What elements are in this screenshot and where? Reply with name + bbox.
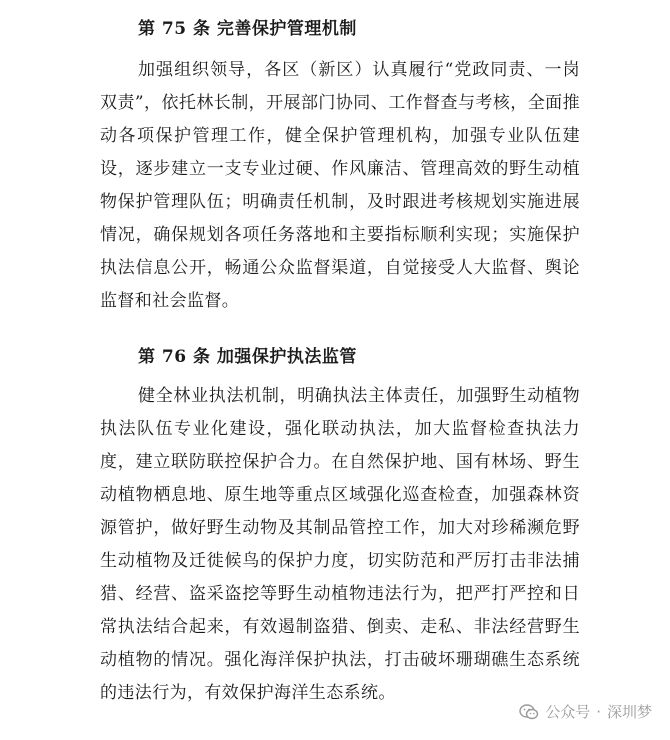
article-75-body: 加强组织领导，各区（新区）认真履行“党政同责、一岗双责”，依托林长制，开展部门协同、工作督查与考核，全面推动各项保护管理工作，健全保护管理机构，加强专业队伍建设，逐步建立一支专业过硬、作风廉洁、管理高效的野生动植物保护管理队伍；明确责任机制，及时跟进考核规划实施进展情况，确保规划各项任务落地和主要指标顺利实现；实施保护执法信息公开，畅通公众监督渠道，自觉接受人大监督、舆论监督和社会监督。 (100, 60, 580, 311)
article-76-body: 健全林业执法机制，明确执法主体责任，加强野生动植物执法队伍专业化建设，强化联动执法，加大监督检查执法力度，建立联防联控保护合力。在自然保护地、国有林场、野生动植物栖息地、原生地等重点区域强化巡查检查，加强森林资源管护，做好野生动物及其制品管控工作，加大对珍稀濒危野生动植物及迁徙候鸟的保护力度，切实防范和严厉打击非法捕猎、经营、盗采盗挖等野生动植物违法行为，把严打严控和日常执法结合起来，有效遏制盗猎、倒卖、走私、非法经营野生动植物的情况。强化海洋保护执法，打击破坏珊瑚礁生态系统的违法行为，有效保护海洋生态系统。 (100, 386, 580, 703)
wechat-icon (519, 704, 539, 720)
article-75-heading: 第 75 条 完善保护管理机制 (138, 19, 357, 39)
watermark-source: 公众号 (545, 703, 591, 721)
watermark-separator: · (596, 702, 601, 721)
watermark (515, 699, 656, 724)
article-76-heading: 第 76 条 加强保护执法监管 (138, 347, 357, 367)
watermark-account: 深圳梦 (606, 703, 652, 721)
